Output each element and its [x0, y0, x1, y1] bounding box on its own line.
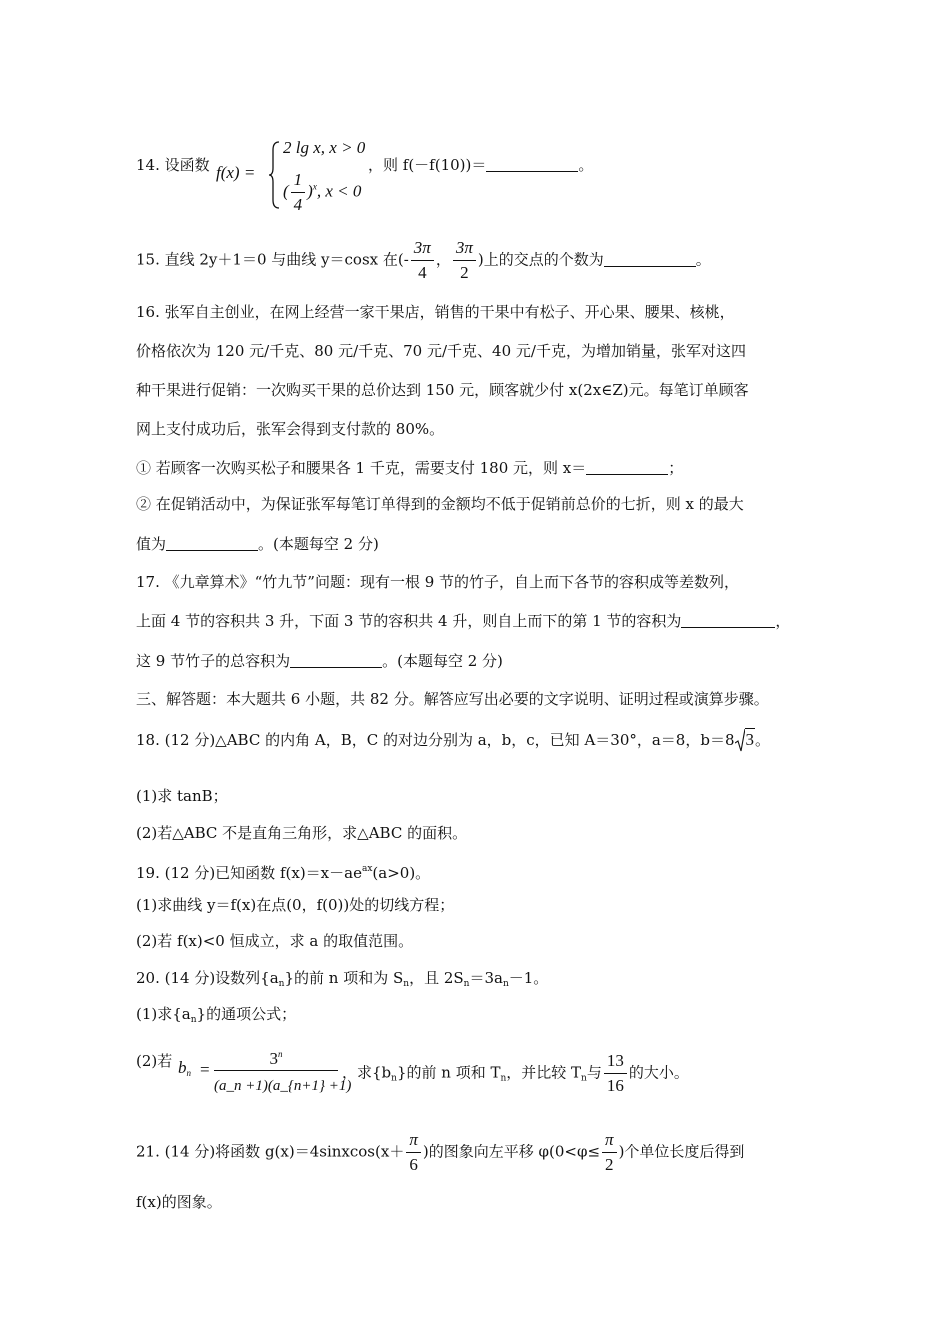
q20-equals: =: [200, 1060, 210, 1079]
question-14: [136, 155, 210, 175]
q17-line-1: 17. 《九章算术》“竹九节”问题：现有一根 9 节的竹子，自上而下各节的容积成等差数列，: [136, 573, 740, 591]
q20-part-2-prefix: (2)若: [136, 1052, 173, 1070]
q20-numerator: 3$^n$: [269, 1049, 283, 1068]
q16-sub-2: ② 在促销活动中，为保证张军每笔订单得到的金额均不低于促销前总价的七折，则 x 的最大: [136, 495, 744, 513]
q18-line-1: 18. (12 分)△ABC 的内角 A，B，C 的对边分别为 a，b，c，已知 A＝30°，a＝8，b＝8 3。: [136, 727, 770, 753]
q17-line-3: 这 9 节竹子的总容积为 。(本题每空 2 分): [136, 652, 503, 670]
q16-line-3: 种干果进行促销：一次购买干果的总价达到 150 元，顾客就少付 x(2x∈Z)元。每笔订单顾客: [136, 381, 749, 399]
q15-answer-blank[interactable]: [604, 252, 696, 267]
sqrt-sign-icon: [735, 727, 745, 753]
section-3-heading: 三、解答题：本大题共 6 小题，共 82 分。解答应写出必要的文字说明、证明过程或演算步骤。: [136, 690, 769, 708]
q17-answer-blank-1[interactable]: [681, 613, 775, 628]
q20-denominator: (a_n +1)(a_{n+1} +1): [214, 1078, 352, 1094]
q17-line-2: 上面 4 节的容积共 3 升，下面 3 节的容积共 4 升，则自上而下的第 1 节的容积为 ，: [136, 612, 791, 630]
q19-line-1: 19. (12 分)已知函数 $f(x)=x-ae^{ax}(a>0)$。: [136, 864, 431, 882]
q14-prefix: 14. 设函数: [136, 156, 210, 174]
q16-answer-blank-2[interactable]: [166, 536, 258, 551]
q18-sqrt: 3: [735, 727, 756, 753]
q16-answer-blank-1[interactable]: [586, 460, 668, 475]
q19-part-2: (2)若 f(x)<0 恒成立，求 a 的取值范围。: [136, 932, 414, 950]
q16-line-2: 价格依次为 120 元/千克、80 元/千克、70 元/千克、40 元/千克，为增加销量，张军对这四: [136, 342, 746, 360]
q21-line-2: f(x)的图象。: [136, 1193, 222, 1211]
q20-part-1: (1)求$\{a_n\}$的通项公式；: [136, 1005, 297, 1025]
q21-line-1: 21. (14 分)将函数 g(x)＝4sinxcos(x＋ $\frac{\pi}{6}$ )的图象向左平移 φ(0<φ≤ $\frac{\pi}{2}$ )个单位长度后得到: [136, 1130, 745, 1174]
question-15: 15. 直线 2y＋1＝0 与曲线 y＝cosx 在(- $\frac{3\pi}{4}$ ， $\frac{3\pi}{2}$ )上的交点的个数为 。: [136, 238, 711, 282]
q14-func-name: f(x) =: [216, 163, 256, 182]
q17-answer-blank-2[interactable]: [290, 653, 382, 668]
q14-brace-icon: [268, 140, 282, 210]
q19-part-1: (1)求曲线 y＝f(x)在点(0，f(0))处的切线方程；: [136, 896, 455, 914]
q14-case1: 2 lg x, x > 0: [283, 138, 366, 157]
q14-answer-blank[interactable]: [486, 157, 578, 172]
q14-case2: ( $\frac{1}{4}$ )$^x$, x < 0: [283, 170, 362, 214]
q20-line-1: 20. (14 分)设数列$\{a_n\}$的前 n 项和为 $S_n$，且 $2S_n=3a_n-1$。: [136, 969, 549, 989]
q16-line-4: 网上支付成功后，张军会得到支付款的 80%。: [136, 420, 445, 438]
q20-fraction-bar: [214, 1070, 338, 1071]
q20-part-2-rest: ，求$\{b_n\}$的前 n 项和 $T_n$，并比较 $T_n$与 $\frac{13}{16}$ 的大小。: [342, 1051, 689, 1095]
q16-line-1: 16. 张军自主创业，在网上经营一家干果店，销售的干果中有松子、开心果、腰果、核桃，: [136, 303, 735, 321]
q18-part-2: (2)若△ABC 不是直角三角形，求△ABC 的面积。: [136, 824, 468, 842]
q16-sub-1: ① 若顾客一次购买松子和腰果各 1 千克，需要支付 180 元，则 x＝ ；: [136, 459, 684, 477]
q18-part-1: (1)求 tanB；: [136, 787, 228, 805]
q14-suffix: ，则 f(－f(10))＝ 。: [368, 156, 594, 174]
q20-b-n: $b_n$: [178, 1058, 191, 1078]
q16-sub-2-cont: 值为 。(本题每空 2 分): [136, 535, 379, 553]
